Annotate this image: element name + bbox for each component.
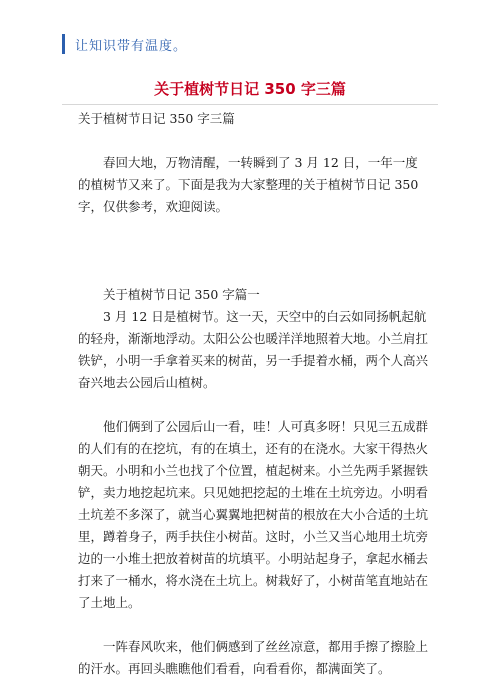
intro-paragraph: 春回大地，万物清醒，一转瞬到了 3 月 12 日，一年一度的植树节又来了。下面是我为大家整理的关于植树节日记 350 字，仅供参考，欢迎阅读。 [78,155,419,214]
site-slogan: 让知识带有温度。 [75,38,188,54]
section-heading: 关于植树节日记 350 字篇一 [103,287,260,302]
site-header [62,34,187,54]
title-divider [62,104,438,105]
article-body [78,108,428,680]
article-subtitle: 关于植树节日记 350 字三篇 [78,111,235,126]
header-accent-bar [62,34,65,54]
paragraph-spacer [78,614,428,636]
section-spacer [78,218,428,284]
body-paragraph: 一阵春风吹来，他们俩感到了丝丝凉意，都用手擦了擦脸上的汗水。再回头瞧瞧他们看看，向看看你，都满面笑了。 [78,639,429,676]
paragraph-spacer [78,394,428,416]
body-paragraph: 他们俩到了公园后山一看，哇！人可真多呀！只见三五成群的人们有的在挖坑，有的在填土，还有的在浇水。大家干得热火朝天。小明和小兰也找了个位置，植起树来。小兰先两手紧握铁铲，卖力地挖起坑来。只见她把挖起的土堆在土坑旁边。小明看土坑差不多深了，就当心翼翼地把树苗的根放在大小合适的土坑里，蹲着身子，两手扶住小树苗。这时，小兰又当心地用土坑旁边的一小堆土把放着树苗的坑填平。小明站起身子，拿起水桶去打来了一桶水，将水浇在土坑上。树栽好了，小树苗笔直地站在了土地上。 [78,419,429,610]
article-title: 关于植树节日记 350 字三篇 [154,80,346,98]
body-paragraph: 3 月 12 日是植树节。这一天，天空中的白云如同扬帆起航的轻舟，渐渐地浮动。太阳公公也暖洋洋地照着大地。小兰肩扛铁铲，小明一手拿着买来的树苗，另一手提着水桶，两个人高兴奋兴地去公园后山植树。 [78,309,429,390]
